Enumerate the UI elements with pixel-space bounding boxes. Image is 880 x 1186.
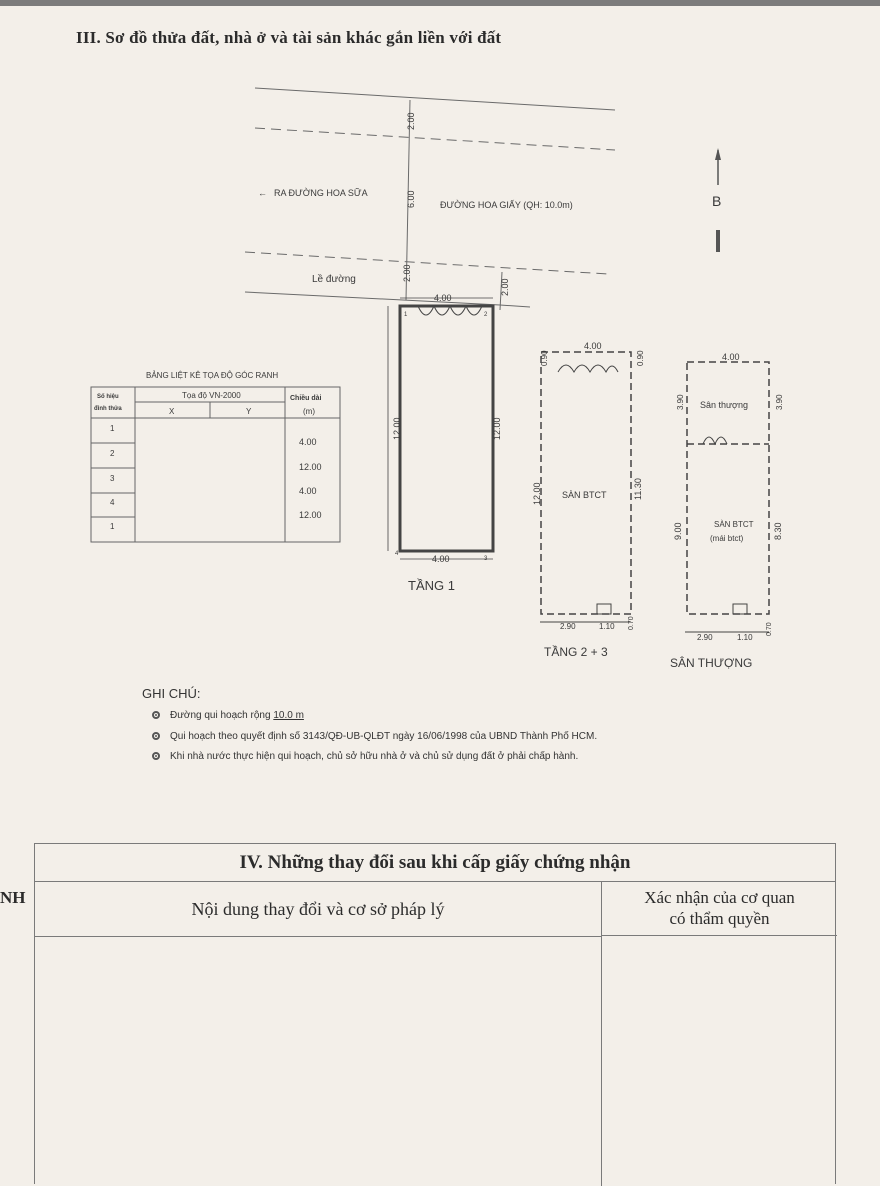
street-width-mid: 6.00 (406, 190, 416, 208)
street-lines (245, 88, 615, 310)
coord-table-title: BẢNG LIỆT KÊ TỌA ĐỘ GÓC RANH (146, 371, 279, 380)
roof-bottom-right: 1.10 (737, 633, 753, 642)
note-1-value: 10.0 m (273, 710, 304, 721)
coord-col-x: X (169, 407, 175, 416)
floor23-left-length: 12.00 (532, 482, 542, 505)
floor1-left-length: 12.00 (392, 417, 402, 440)
roof-label: SÂN THƯỢNG (670, 656, 753, 670)
roof-bottom-side: 0.70 (766, 622, 773, 636)
roof-right-length: 8.30 (773, 522, 783, 540)
street-name-label: ĐƯỜNG HOA GIẤY (QH: 10.0m) (440, 200, 573, 210)
coord-row-point: 1 (110, 522, 115, 531)
coord-row-length: 4.00 (299, 437, 317, 447)
changes-col-confirmation-line1: Xác nhận của cơ quan (644, 888, 795, 907)
changes-col-confirmation (601, 882, 837, 936)
floor23-outline (541, 352, 631, 614)
section-title: III. Sơ đồ thửa đất, nhà ở và tài sản khác gắn liền với đất (76, 28, 502, 47)
bullet-icon (152, 732, 160, 740)
floor23-bottom-left: 2.90 (560, 622, 576, 631)
street-width-top: 2.00 (406, 112, 416, 130)
coord-row-point: 2 (110, 449, 115, 458)
roof-terrace-label: Sân thượng (700, 400, 748, 410)
coord-col-y: Y (246, 407, 252, 416)
sidewalk-label: Lề đường (312, 274, 356, 285)
floor1-label: TẦNG 1 (408, 578, 455, 593)
floor23-right-length: 11.30 (633, 478, 643, 500)
note-1: Đường qui hoạch rộng 10.0 m (152, 710, 304, 721)
floor23-bottom-side: 0.70 (628, 616, 635, 630)
floor1-top-width: 4.00 (434, 293, 452, 303)
coord-row-length: 12.00 (299, 510, 322, 520)
coord-col-length-1: Chiều dài (290, 395, 322, 402)
coord-col-point-2: đỉnh thửa (94, 406, 122, 412)
changes-col-content: Nội dung thay đổi và cơ sở pháp lý (35, 882, 601, 937)
changes-title: IV. Những thay đổi sau khi cấp giấy chứng nhận (35, 844, 835, 882)
floor23-overhang-left: 0.90 (540, 350, 549, 366)
note-2: Qui hoạch theo quyết định số 3143/QĐ-UB-QLĐT ngày 16/06/1998 của UBND Thành Phố HCM. (152, 731, 597, 742)
coord-row-length: 4.00 (299, 486, 317, 496)
floor23-overhang-right: 0.90 (636, 350, 645, 366)
street-width-bottom: 2.00 (402, 264, 412, 282)
floor23-label: TẦNG 2 + 3 (544, 645, 608, 659)
setback-dimension: 2.00 (500, 278, 510, 296)
floor1-corner-3: 3 (484, 556, 488, 562)
floor23-slab-label: SÀN BTCT (562, 490, 607, 500)
roof-slab-sub: (mái btct) (710, 534, 744, 543)
note-3: Khi nhà nước thực hiện qui hoạch, chủ sở hữu nhà ở và chủ sử dụng đất ở phải chấp hành. (152, 751, 578, 762)
roof-terrace-left: 3.90 (676, 394, 685, 410)
floor1-right-length: 12.00 (492, 417, 502, 440)
roof-left-length: 9.00 (673, 522, 683, 540)
notes-title: GHI CHÚ: (142, 686, 201, 701)
coord-col-point-1: Số hiệu (97, 394, 119, 400)
coord-row-length: 12.00 (299, 462, 322, 472)
floor1-outline (388, 298, 493, 559)
coord-col-length-2: (m) (303, 407, 315, 416)
floor23-bottom-right: 1.10 (599, 622, 615, 631)
coord-row-point: 1 (110, 424, 115, 433)
side-text-fragment: NH (0, 888, 26, 907)
bullet-icon (152, 711, 160, 719)
bullet-icon (152, 752, 160, 760)
floor1-corner-1: 1 (404, 312, 408, 318)
coord-col-coord: Tọa độ VN-2000 (182, 391, 241, 400)
changes-column-divider (601, 936, 602, 1186)
roof-terrace-right: 3.90 (775, 394, 784, 410)
floor1-bottom-width: 4.00 (432, 554, 450, 564)
floor1-corner-4: 4 (395, 551, 399, 557)
arrow-left-icon: ← (258, 188, 267, 198)
changes-col-confirmation-line2: có thẩm quyền (669, 909, 770, 928)
floor23-top-width: 4.00 (584, 341, 602, 351)
roof-bottom-left: 2.90 (697, 633, 713, 642)
north-label: B (712, 193, 722, 209)
coord-row-point: 4 (110, 498, 115, 507)
roof-top-width: 4.00 (722, 352, 740, 362)
changes-table (34, 843, 836, 1184)
coord-row-point: 3 (110, 474, 115, 483)
floor1-corner-2: 2 (484, 312, 488, 318)
street-direction-label: RA ĐƯỜNG HOA SỮA (274, 188, 368, 198)
roof-slab-label: SÀN BTCT (714, 520, 754, 529)
